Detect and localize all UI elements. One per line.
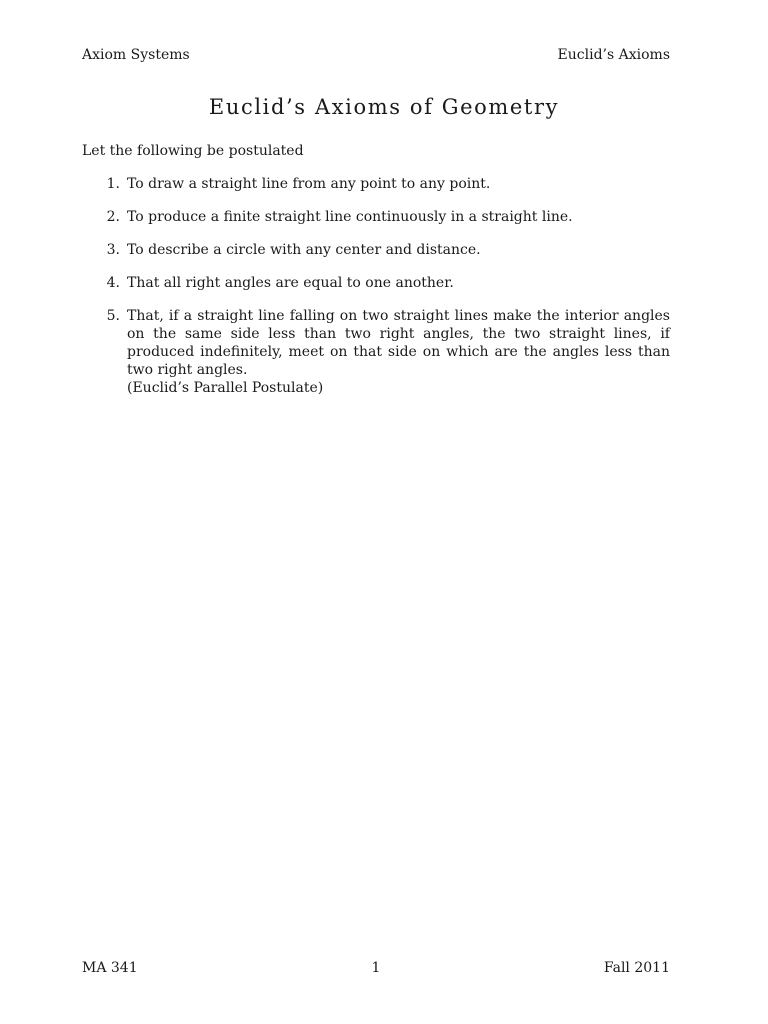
intro-text: Let the following be postulated [82,143,304,159]
postulate-list [82,175,670,412]
page-number: 1 [371,960,381,976]
postulate-item [82,241,670,259]
postulate-number: 4. [106,275,120,291]
postulate-text: To describe a circle with any center and distance. [127,242,481,258]
postulate-number: 1. [106,176,120,192]
parallel-postulate-note: (Euclid’s Parallel Postulate) [127,380,324,396]
header-right: Euclid’s Axioms [557,47,670,63]
postulate-number: 5. [106,308,120,324]
header-left: Axiom Systems [82,47,190,63]
footer-course: MA 341 [82,960,138,976]
postulate-text: To draw a straight line from any point to any point. [127,176,491,192]
postulate-item [82,175,670,193]
postulate-text: That, if a straight line falling on two straight lines make the interior angles on the same side less than two right angles, the two straight lines, if produced indefinitely, meet on that side on which are the angles less than two right angles. [127,308,670,378]
running-footer [82,959,670,977]
page-title: Euclid’s Axioms of Geometry [208,95,560,119]
postulate-item [82,307,670,397]
postulate-number: 3. [106,242,120,258]
postulate-text-block [127,307,670,397]
postulate-text: To produce a finite straight line continuously in a straight line. [127,209,573,225]
postulate-text: That all right angles are equal to one another. [127,275,454,291]
running-header [82,46,670,64]
postulate-number: 2. [106,209,120,225]
postulate-item [82,274,670,292]
postulate-item [82,208,670,226]
footer-term: Fall 2011 [603,960,670,976]
